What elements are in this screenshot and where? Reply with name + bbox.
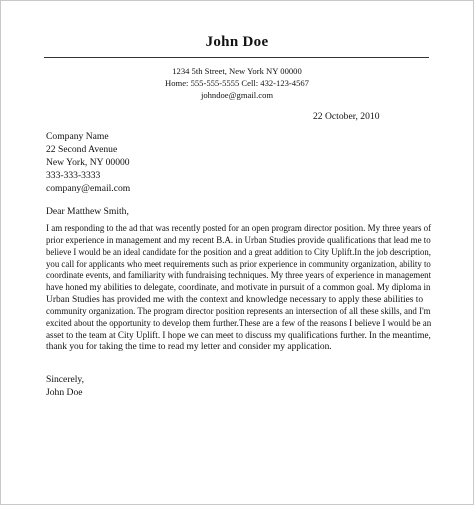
body-line: community organization. The program director position represents an intersection of all these skills, and I'm (46, 306, 431, 317)
body-line: Urban Studies has provided me with the context and knowledge necessary to apply these abilities to (46, 295, 424, 306)
sender-phone: Home: 555-555-5555 Cell: 432-123-4567 (165, 78, 309, 88)
body-line: I am responding to the ad that was recently posted for an open program director position. My three years of (46, 224, 432, 234)
letter-date: 22 October, 2010 (313, 111, 380, 122)
sender-email: johndoe@gmail.com (200, 90, 274, 100)
body-line: you call for applicants who meet requirements such as prior experience in community organization, ability to (46, 259, 431, 270)
valediction: Sincerely, (46, 374, 85, 385)
body-line: asset to the team at City Uplift. I hope we can meet to discuss my qualifications further. In the meantime, (46, 330, 431, 341)
body-line: prior experience in management and my recent B.A. in Urban Studies provide qualifications that lead me to (46, 235, 431, 246)
recipient-street: 22 Second Avenue (46, 144, 118, 155)
signature-name: John Doe (46, 387, 83, 398)
salutation: Dear Matthew Smith, (46, 206, 129, 217)
recipient-phone: 333-333-3333 (46, 170, 101, 181)
recipient-email: company@email.com (46, 183, 131, 194)
letter-body (46, 224, 431, 354)
sender-street: 1234 5th Street, New York NY 00000 (172, 66, 302, 76)
body-line: thank you for taking the time to read my letter and consider my application. (46, 342, 332, 353)
recipient-city: New York, NY 00000 (46, 157, 130, 168)
body-line: have honed my abilities to delegate, coordinate, and motivate in pursuit of a common goal. My diploma in (46, 283, 431, 294)
body-line: excited about the opportunity to develop them further.These are a few of the reasons I believe I would be an (46, 318, 432, 329)
body-line: coordinate events, and familiarity with fundraising techniques. My three years of experience in management (46, 271, 432, 282)
sender-name: John Doe (205, 34, 269, 50)
recipient-company: Company Name (46, 131, 109, 142)
body-line: believe I would be an ideal candidate for the position and a great addition to City Uplift.In the job description, (46, 247, 431, 258)
header-divider (44, 57, 429, 58)
